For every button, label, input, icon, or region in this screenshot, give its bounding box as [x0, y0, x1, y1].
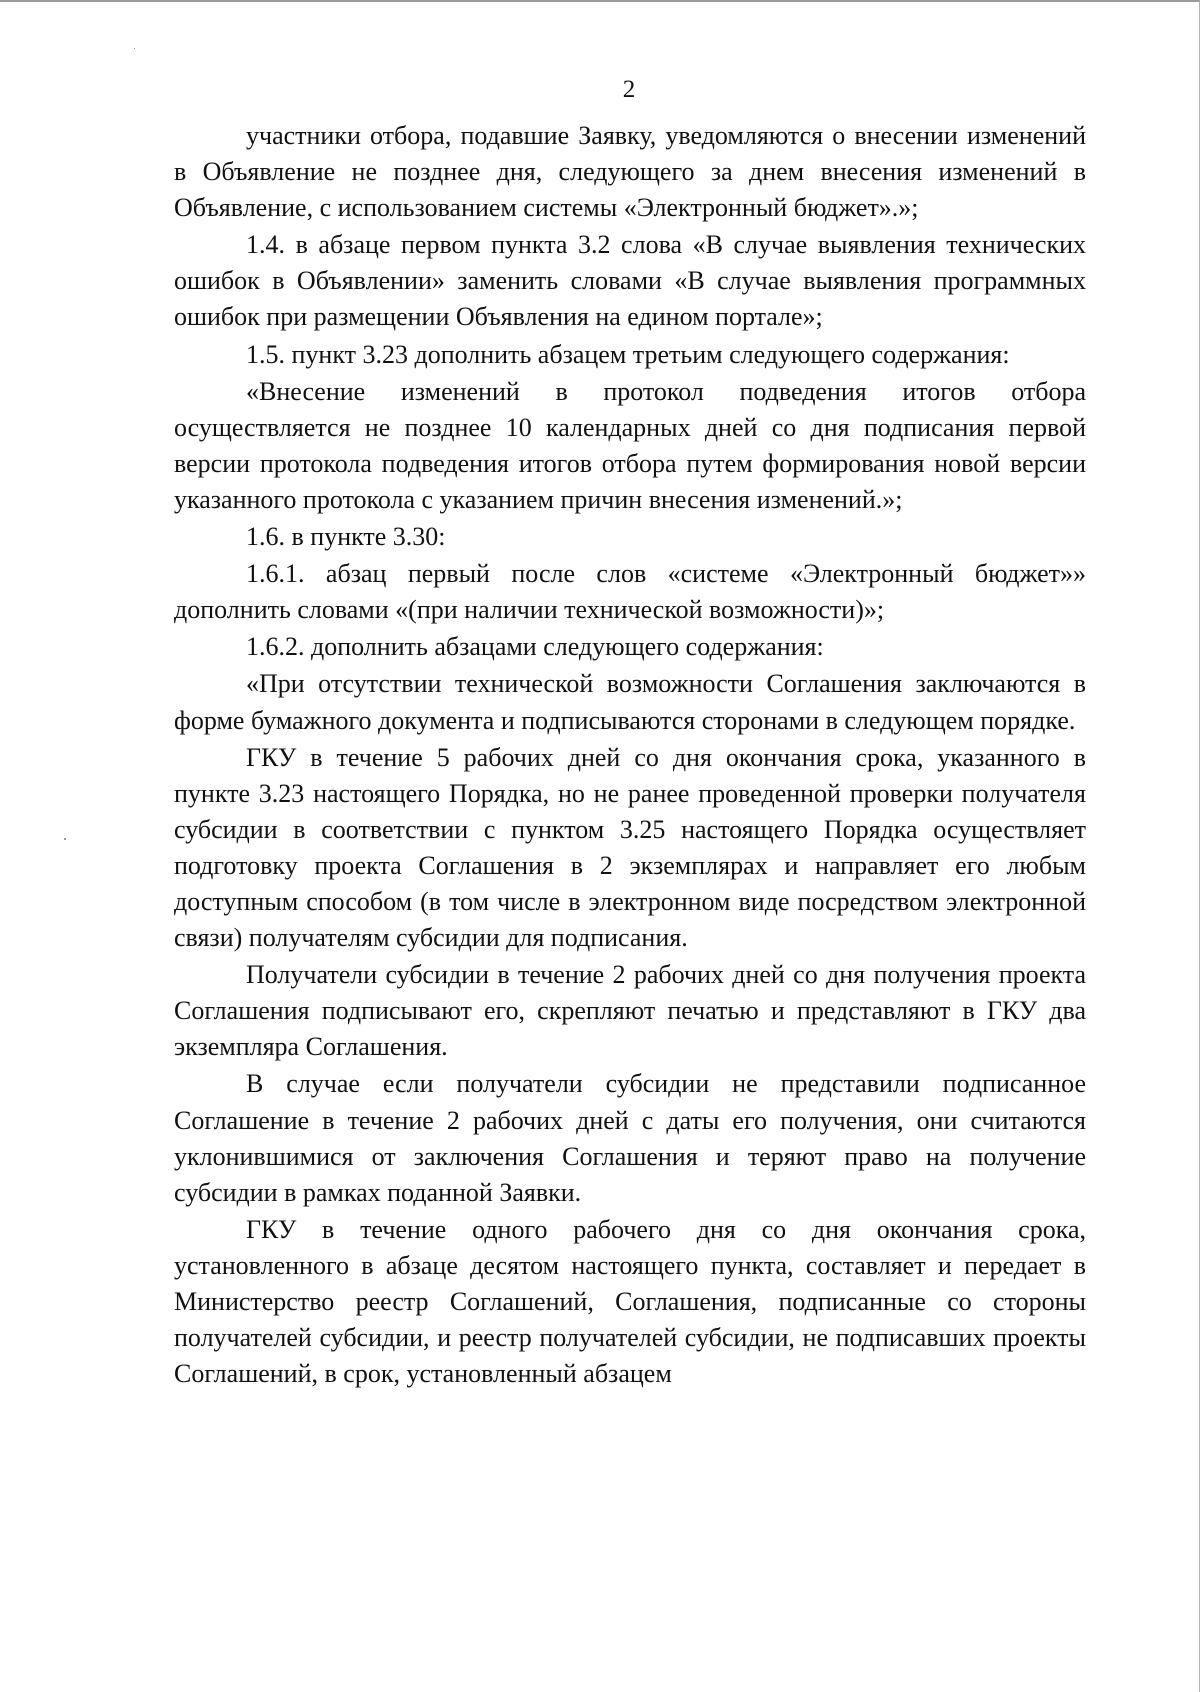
- paragraph-quote-protocol: «Внесение изменений в протокол подведения итогов отбора осуществляется не позднее 10 календарных дней со дня подписания первой версии протокола подведения итогов отбора путем формирования новой версии указанного протокола с указанием причин внесения изменений.»;: [174, 376, 1086, 514]
- document-body: [174, 118, 1086, 1392]
- paragraph-item-1-4: 1.4. в абзаце первом пункта 3.2 слова «В случае выявления технических ошибок в Объявлении» заменить словами «В случае выявления программных ошибок при размещении Объявления на едином портале»;: [174, 230, 1086, 332]
- paragraph-gku-preparation: ГКУ в течение 5 рабочих дней со дня окончания срока, указанного в пункте 3.23 настоящего Порядка, но не ранее проведенной проверки получателя субсидии в соответствии с пунктом 3.25 настоящего Порядка осуществляет подготовку проекта Соглашения в 2 экземплярах и направляет его любым доступным способом (в том числе в электронном виде посредством электронной связи) получателям субсидии для подписания.: [174, 742, 1086, 953]
- paragraph-recipients-sign: Получатели субсидии в течение 2 рабочих дней со дня получения проекта Соглашения подписывают его, скрепляют печатью и представляют в ГКУ два экземпляра Соглашения.: [174, 960, 1086, 1062]
- paragraph-quote-no-tech: «При отсутствии технической возможности Соглашения заключаются в форме бумажного документа и подписываются сторонами в следующем порядке.: [174, 669, 1086, 735]
- page-number: 2: [622, 76, 636, 103]
- paragraph-item-1-5: 1.5. пункт 3.23 дополнить абзацем третьим следующего содержания:: [246, 339, 1010, 369]
- scan-speck: [64, 838, 66, 840]
- paragraph-item-1-6-2: 1.6.2. дополнить абзацами следующего содержания:: [246, 632, 824, 662]
- paragraph-item-1-6-1: 1.6.1. абзац первый после слов «системе «Электронный бюджет»» дополнить словами «(при наличии технической возможности)»;: [174, 559, 1086, 625]
- scan-speck: [134, 48, 135, 49]
- paragraph-gku-transfer: ГКУ в течение одного рабочего дня со дня окончания срока, установленного в абзаце десятом настоящего пункта, составляет и передает в Министерство реестр Соглашений, Соглашения, подписанные со стороны получателей субсидии, и реестр получателей субсидии, не подписавших проекты Соглашений, в срок, установленный абзацем: [174, 1214, 1086, 1389]
- paragraph-recipients-evade: В случае если получатели субсидии не представили подписанное Соглашение в течение 2 рабочих дней с даты его получения, они считаются уклонившимися от заключения Соглашения и теряют право на получение субсидии в рамках поданной Заявки.: [174, 1069, 1086, 1207]
- paragraph-item-1-6: 1.6. в пункте 3.30:: [246, 522, 446, 552]
- paragraph-continuation: участники отбора, подавшие Заявку, уведомляются о внесении изменений в Объявление не позднее дня, следующего за днем внесения изменений в Объявление, с использованием системы «Электронный бюджет».»;: [174, 121, 1086, 223]
